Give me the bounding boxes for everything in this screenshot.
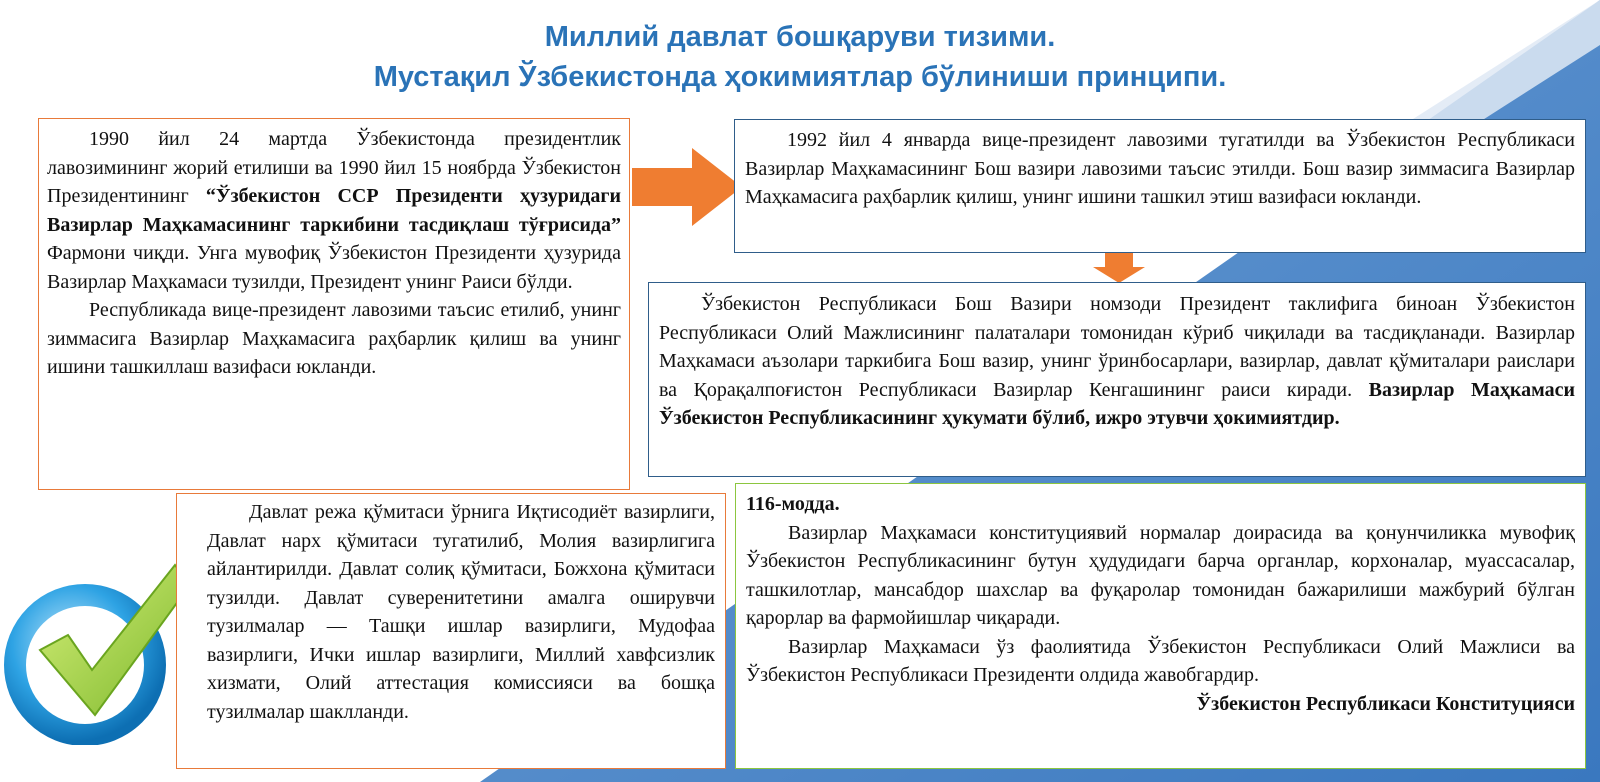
text-box-cabinet-composition xyxy=(648,282,1586,477)
checkmark-icon xyxy=(0,545,200,745)
paragraph: Республикада вице-президент лавозими таъсис етилиб, унинг зиммасига Вазирлар Маҳкамасига раҳбарлик қилиш ва унинг ишини ташкиллаш вазифаси юкланди. xyxy=(47,299,621,378)
text-box-ministries xyxy=(176,493,726,769)
arrow-down-icon xyxy=(1093,253,1145,283)
paragraph xyxy=(47,125,621,296)
text: Фармони чиқди. Унга мувофиқ Ўзбекистон Президенти ҳузурида Вазирлар Маҳкамаси тузилди, Президент унинг Раиси бўлди. xyxy=(47,242,621,293)
text: 1990 йил 24 мартда Ўзбекистонда президентлик лавозимининг жорий етилиши ва 1990 йил 15 ноябрда Ўзбекистон Президентининг xyxy=(47,128,621,207)
source-citation: Ўзбекистон Республикаси Конституцияси xyxy=(1196,692,1575,715)
text: Ўзбекистон Республикаси Бош Вазири номзоди Президент таклифига биноан Ўзбекистон Республикаси Олий Мажлисининг палаталари томонидан кўриб чиқилади ва тасдиқланади. Вазирлар Маҳкамаси аъзолари таркибига Бош вазир, унинг ўринбосарлари, вазирлар, давлат қўмиталари раислари ва Қорақалпоғистон Республикаси Вазирлар Кенгашининг раиси киради. xyxy=(659,293,1575,401)
text-box-article-116 xyxy=(735,483,1586,769)
article-heading xyxy=(746,490,1575,519)
page-title-line1: Миллий давлат бошқаруви тизими. xyxy=(544,21,1056,53)
paragraph: Вазирлар Маҳкамаси конституциявий нормалар доирасида ва қонунчиликка мувофиқ Ўзбекистон Республикасининг бутун ҳудудидаги барча органлар, корхоналар, муассасалар, ташкилотлар, мансабдор шахслар ва фуқаролар томонидан бажарилиши мажбурий бўлган қарорлар ва фармойишлар чиқаради. xyxy=(746,521,1575,629)
decree-title: “Ўзбекистон ССР Президенти ҳузуридаги Вазирлар Маҳкамасининг таркибини тасдиқлаш тўғрисида” xyxy=(47,185,621,236)
paragraph xyxy=(659,290,1575,433)
text-box-1992-prime-minister xyxy=(734,119,1586,253)
paragraph: Вазирлар Маҳкамаси ўз фаолиятида Ўзбекистон Республикаси Олий Мажлиси ва Ўзбекистон Республикаси Президенти олдида жавобгардир. xyxy=(746,635,1575,686)
text-box-1990-president xyxy=(38,118,630,490)
page-title-line2: Мустақил Ўзбекистонда ҳокимиятлар бўлиниши принципи. xyxy=(373,61,1227,93)
article-number: 116-модда. xyxy=(746,493,840,515)
arrow-right-icon xyxy=(632,148,742,226)
government-statement: Вазирлар Маҳкамаси Ўзбекистон Республикасининг ҳукумати бўлиб, ижро этувчи ҳокимиятдир. xyxy=(659,378,1575,429)
paragraph: 1992 йил 4 январда вице-президент лавозими тугатилди ва Ўзбекистон Республикаси Вазирлар Маҳкамасининг Бош вазири лавозими таъсис этилди. Бош вазир зиммасига Вазирлар Маҳкамасига раҳбарлик қилиш, унинг ишини ташкил этиш вазифаси юкланди. xyxy=(745,129,1575,208)
paragraph: Давлат режа қўмитаси ўрнига Иқтисодиёт вазирлиги, Давлат нарх қўмитаси тугатилиб, Молия вазирлигига айлантирилди. Давлат солиқ қўмитаси, Божхона қўмитаси тузилди. Давлат суверенитетини амалга оширувчи тузилмалар — Ташқи ишлар вазирлиги, Мудофаа вазирлиги, Ички ишлар вазирлиги, Миллий хавфсизлик хизмати, Олий аттестация комиссияси ва бошқа тузилмалар шаклланди. xyxy=(207,501,715,723)
